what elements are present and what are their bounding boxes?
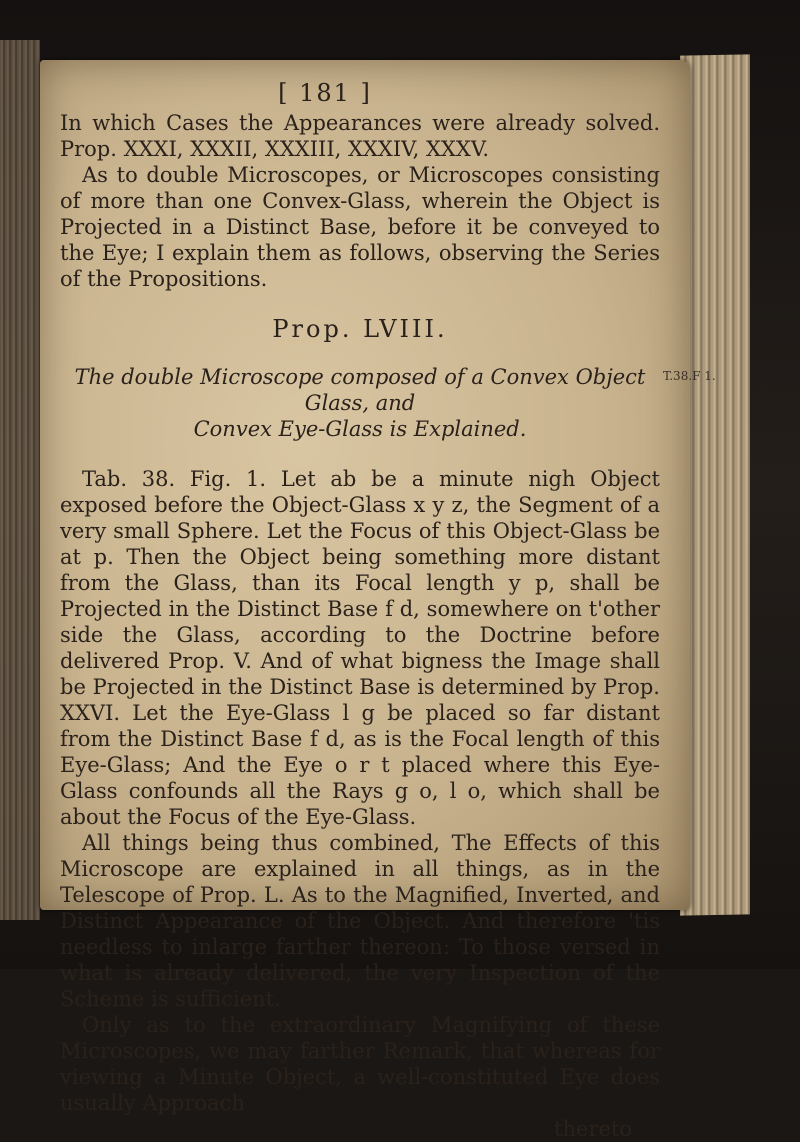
page-number: [ 181 ] (278, 79, 372, 107)
left-page-edges (0, 40, 40, 920)
proposition-heading: Prop. LVIII. (272, 315, 448, 343)
margin-note: T.38.F 1. (663, 369, 716, 383)
paragraph-1: In which Cases the Appearances were already solved. Prop. XXXI, XXXII, XXXIII, XXXIV, XXXV. (60, 111, 660, 161)
title-line-2: Convex Eye-Glass is Explained. (193, 417, 527, 441)
right-page-edges (680, 54, 750, 915)
proposition-title (60, 364, 660, 442)
paragraph-5: Only as to the extraordinary Magnifying of these Microscopes, we may farther Remark, that whereas for viewing a Minute Object, a well-constituted Eye does usually Approach (60, 1013, 660, 1115)
page-text (60, 80, 660, 1142)
catchword: thereto (554, 1117, 632, 1141)
title-line-1: The double Microscope composed of a Convex Object Glass, and (74, 365, 646, 415)
paragraph-4: All things being thus combined, The Effects of this Microscope are explained in all things, as in the Telescope of Prop. L. As to the Magnified, Inverted, and Distinct Appearance of the Object. And therefore 'tis needless to inlarge farther thereon: To those versed in what is already delivered, the very Inspection of the Scheme is sufficient. (60, 831, 660, 1011)
paragraph-2: As to double Microscopes, or Microscopes consisting of more than one Convex-Glass, wherein the Object is Projected in a Distinct Base, before it be conveyed to the Eye; I explain them as follows, observing the Series of the Propositions. (60, 163, 660, 291)
paragraph-3: Tab. 38. Fig. 1. Let ab be a minute nigh Object exposed before the Object-Glass x y z, the Segment of a very small Sphere. Let the Focus of this Object-Glass be at p. Then the Object being something more distant from the Glass, than its Focal length y p, shall be Projected in the Distinct Base f d, somewhere on t'other side the Glass, according to the Doctrine before delivered Prop. V. And of what bigness the Image shall be Projected in the Distinct Base is determined by Prop. XXVI. Let the Eye-Glass l g be placed so far distant from the Distinct Base f d, as is the Focal length of this Eye-Glass; And the Eye o r t placed where this Eye-Glass confounds all the Rays g o, l o, which shall be about the Focus of the Eye-Glass. (60, 467, 660, 829)
